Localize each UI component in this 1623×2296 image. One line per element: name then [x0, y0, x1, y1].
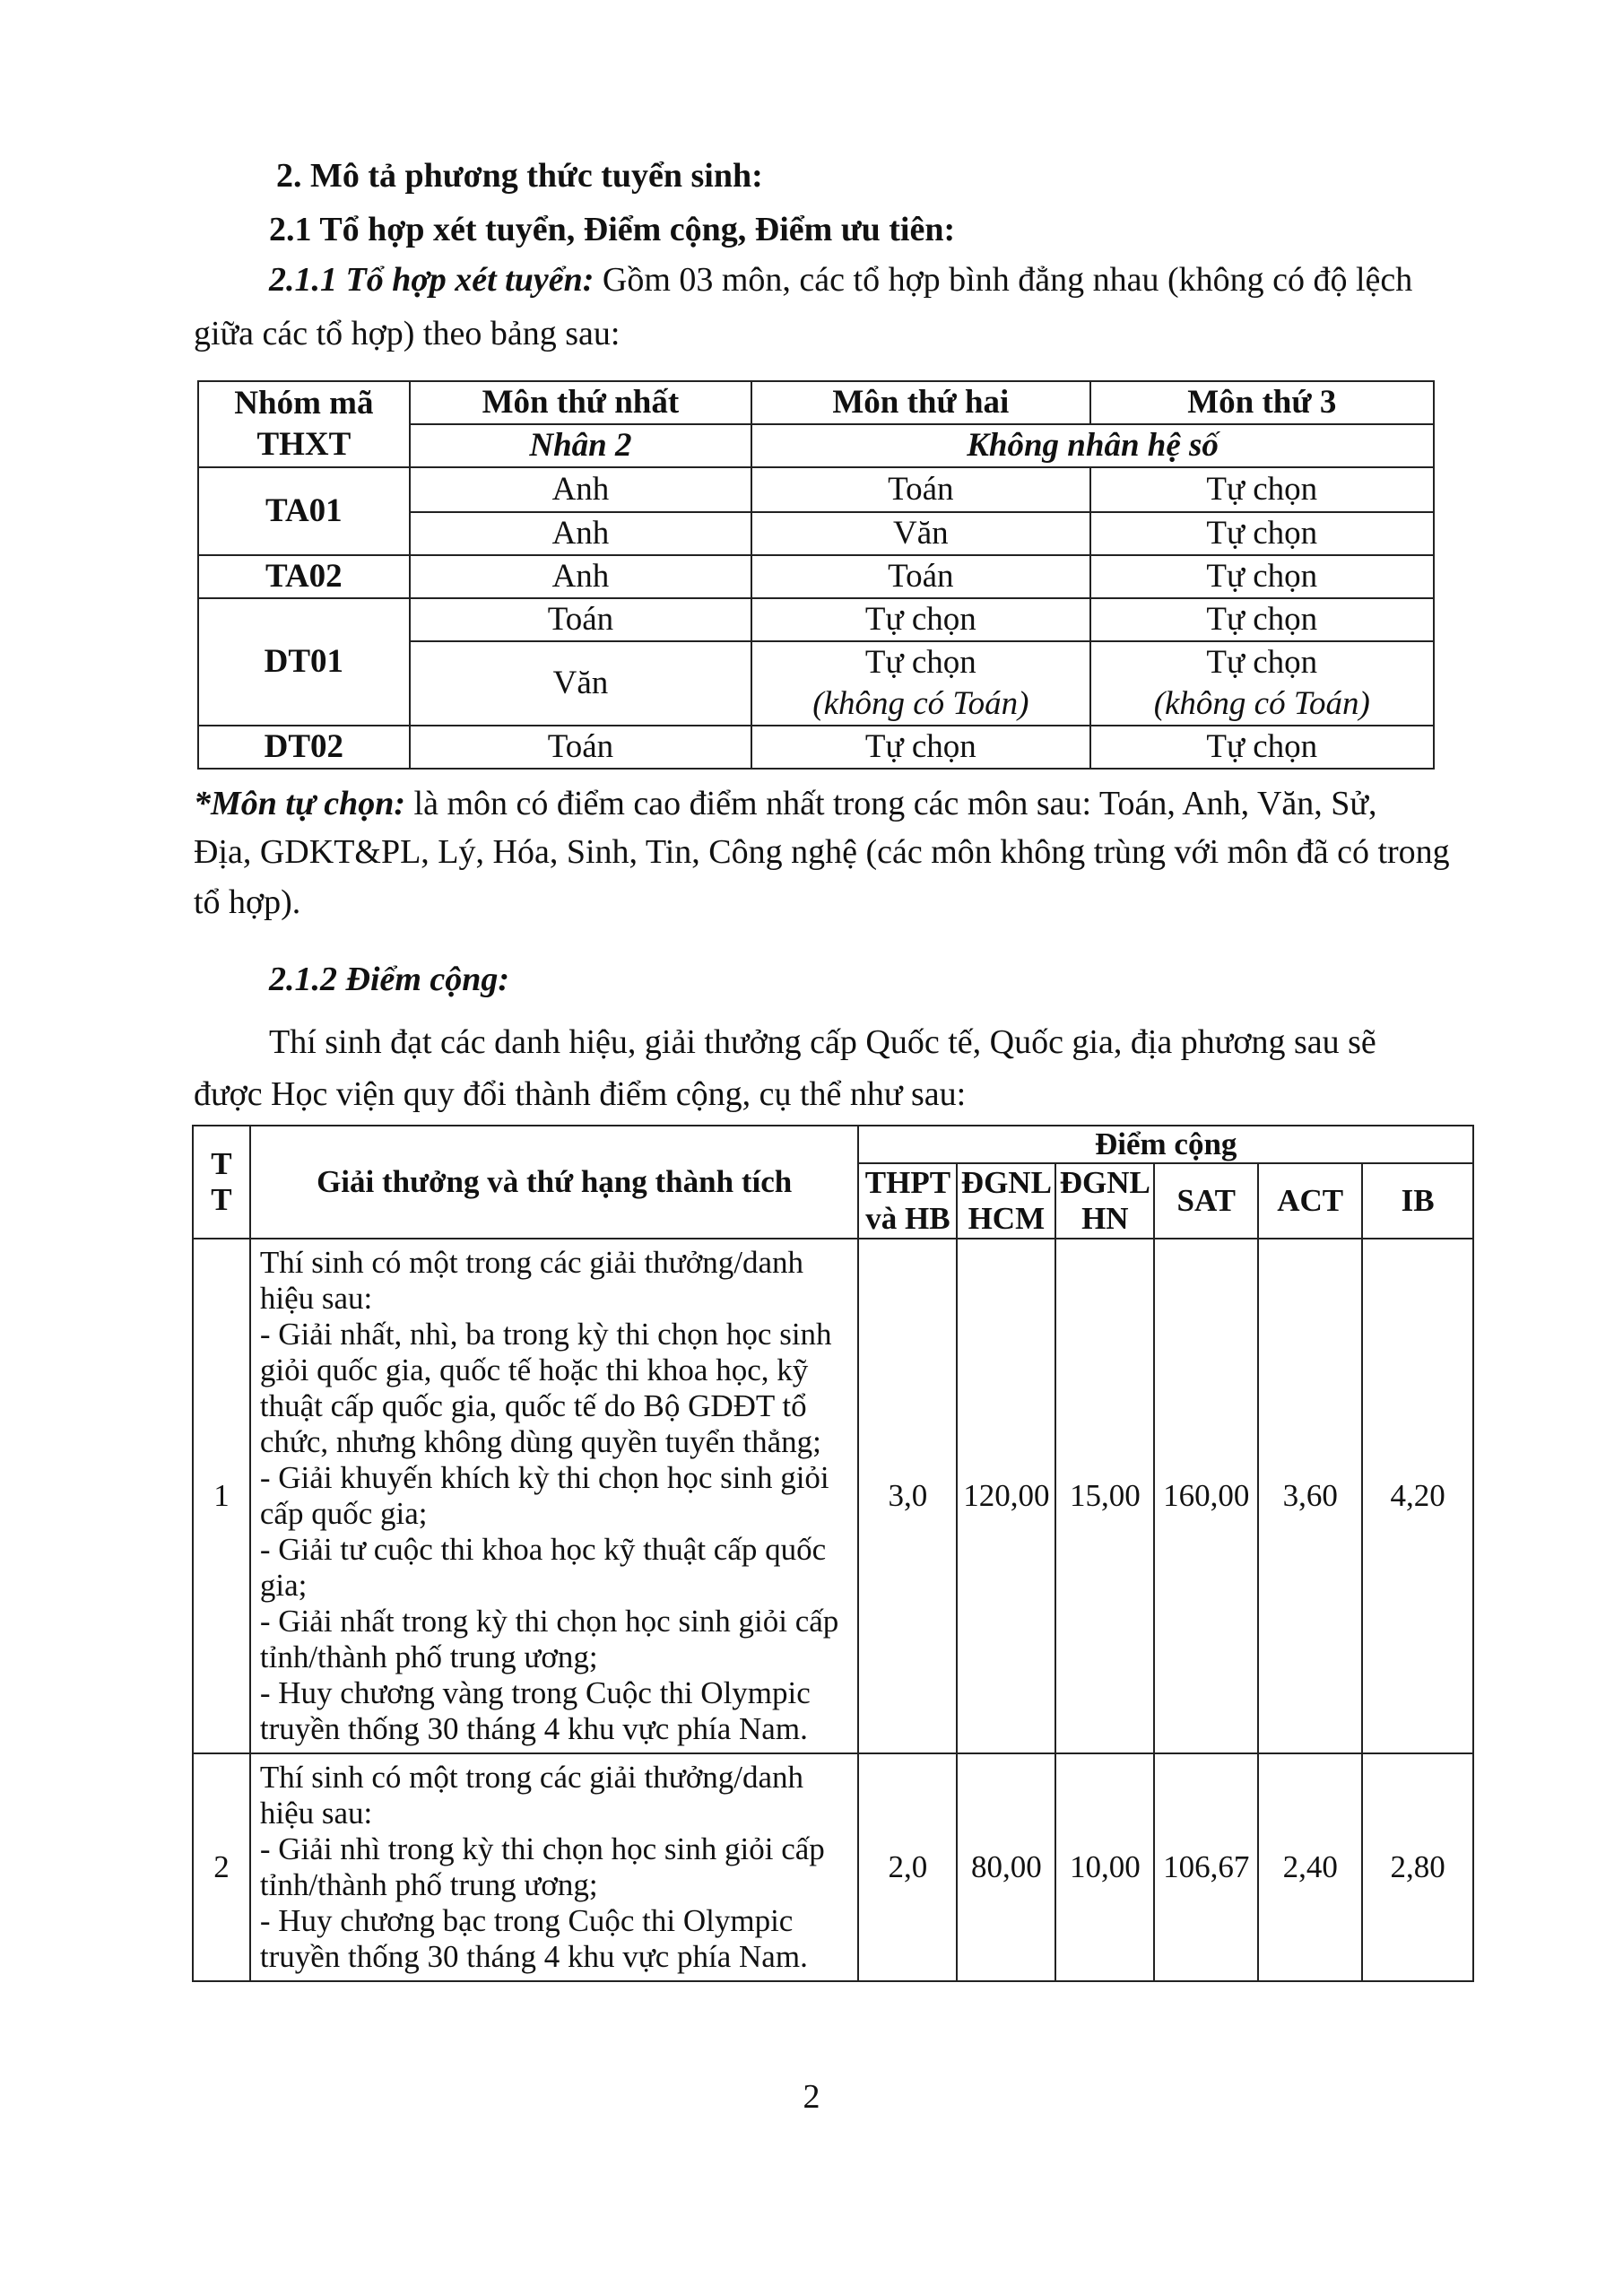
- cell: Toán: [751, 467, 1089, 512]
- table-row: [198, 555, 1434, 598]
- sub2-line1: Thí sinh đạt các danh hiệu, giải thưởng cấp Quốc tế, Quốc gia, địa phương sau sẽ: [269, 1023, 1376, 1061]
- cell-dgnl-hn: 15,00: [1055, 1239, 1154, 1753]
- header-dgnl-hn: ĐGNL HN: [1055, 1163, 1154, 1239]
- table-row: [198, 726, 1434, 769]
- group-cell: DT02: [198, 726, 410, 769]
- cell: Tự chọn: [1090, 467, 1434, 512]
- cell: Tự chọn: [751, 598, 1089, 641]
- sub2-line2: được Học viện quy đổi thành điểm cộng, cụ thể như sau:: [194, 1075, 967, 1113]
- note-line2: Địa, GDKT&PL, Lý, Hóa, Sinh, Tin, Công nghệ (các môn không trùng với môn đã có trong: [194, 833, 1450, 871]
- cell: Anh: [410, 512, 751, 555]
- award-description: Thí sinh có một trong các giải thưởng/danh hiệu sau: - Giải nhì trong kỳ thi chọn học sinh giỏi cấp tỉnh/thành phố trung ương; - Huy chương bạc trong Cuộc thi Olympic truyền thống 30 tháng 4 khu vực phía Nam.: [250, 1753, 859, 1981]
- cell: Tự chọn (không có Toán): [1090, 641, 1434, 726]
- section-heading: 2. Mô tả phương thức tuyển sinh:: [276, 157, 763, 195]
- cell-ib: 4,20: [1362, 1239, 1473, 1753]
- cell-act: 2,40: [1258, 1753, 1362, 1981]
- cell: Anh: [410, 467, 751, 512]
- group-cell: TA01: [198, 467, 410, 555]
- cell-thpt: 3,0: [858, 1239, 957, 1753]
- cell: Toán: [410, 726, 751, 769]
- header-thpt: THPT và HB: [858, 1163, 957, 1239]
- header-col2: Môn thứ hai: [751, 381, 1089, 424]
- sub1-title: 2.1.1 Tổ hợp xét tuyển:: [269, 261, 595, 299]
- sub1-text-line2: giữa các tổ hợp) theo bảng sau:: [194, 315, 621, 352]
- cell-dgnl-hcm: 80,00: [957, 1753, 1055, 1981]
- header-dgnl-hcm: ĐGNL HCM: [957, 1163, 1055, 1239]
- header-ib: IB: [1362, 1163, 1473, 1239]
- cell: Tự chọn: [1090, 598, 1434, 641]
- row-number: 1: [193, 1239, 250, 1753]
- sub-heading: 2.1 Tổ hợp xét tuyển, Điểm cộng, Điểm ưu tiên:: [269, 211, 956, 248]
- cell: Tự chọn (không có Toán): [751, 641, 1089, 726]
- header-tt: T T: [193, 1126, 250, 1239]
- cell-note: (không có Toán): [1153, 685, 1370, 722]
- sub2-title: 2.1.2 Điểm cộng:: [269, 961, 510, 998]
- note-label: *Môn tự chọn:: [194, 785, 406, 822]
- cell: Văn: [410, 641, 751, 726]
- combination-table: [197, 380, 1435, 770]
- cell-note: (không có Toán): [812, 685, 1029, 722]
- header-col1-sub: Nhân 2: [410, 424, 751, 467]
- cell: Tự chọn: [1090, 512, 1434, 555]
- header-group: Nhóm mã THXT: [198, 381, 410, 467]
- header-points: Điểm cộng: [858, 1126, 1473, 1163]
- table-row: [193, 1753, 1473, 1981]
- group-cell: DT01: [198, 598, 410, 726]
- header-award: Giải thưởng và thứ hạng thành tích: [250, 1126, 859, 1239]
- sub1-text-line1: Gồm 03 môn, các tổ hợp bình đẳng nhau (không có độ lệch: [594, 261, 1413, 299]
- award-description: Thí sinh có một trong các giải thưởng/danh hiệu sau: - Giải nhất, nhì, ba trong kỳ thi chọn học sinh giỏi quốc gia, quốc tế hoặc thi khoa học, kỹ thuật cấp quốc gia, quốc tế do Bộ GDĐT tổ chức, nhưng không dùng quyền tuyển thẳng; - Giải khuyến khích kỳ thi chọn học sinh giỏi cấp quốc gia; - Giải tư cuộc thi khoa học kỹ thuật cấp quốc gia; - Giải nhất trong kỳ thi chọn học sinh giỏi cấp tỉnh/thành phố trung ương; - Huy chương vàng trong Cuộc thi Olympic truyền thống 30 tháng 4 khu vực phía Nam.: [250, 1239, 859, 1753]
- header-sat: SAT: [1154, 1163, 1258, 1239]
- cell: Tự chọn: [1090, 555, 1434, 598]
- cell: Anh: [410, 555, 751, 598]
- header-col3: Môn thứ 3: [1090, 381, 1434, 424]
- cell-dgnl-hn: 10,00: [1055, 1753, 1154, 1981]
- row-number: 2: [193, 1753, 250, 1981]
- cell-thpt: 2,0: [858, 1753, 957, 1981]
- cell: Toán: [751, 555, 1089, 598]
- cell: Văn: [751, 512, 1089, 555]
- cell-dgnl-hcm: 120,00: [957, 1239, 1055, 1753]
- cell-ib: 2,80: [1362, 1753, 1473, 1981]
- table-row: [193, 1239, 1473, 1753]
- page-number: 2: [803, 2078, 820, 2116]
- header-col23-sub: Không nhân hệ số: [751, 424, 1434, 467]
- cell: Tự chọn: [1090, 726, 1434, 769]
- bonus-points-table: [192, 1125, 1474, 1982]
- cell: Toán: [410, 598, 751, 641]
- cell-act: 3,60: [1258, 1239, 1362, 1753]
- sub1-paragraph: [269, 255, 1453, 306]
- header-col1: Môn thứ nhất: [410, 381, 751, 424]
- note-line1: *Môn tự chọn: là môn có điểm cao điểm nhất trong các môn sau: Toán, Anh, Văn, Sử,: [194, 785, 1377, 822]
- note-line3: tổ hợp).: [194, 883, 301, 921]
- header-act: ACT: [1258, 1163, 1362, 1239]
- cell-sat: 160,00: [1154, 1239, 1258, 1753]
- table-row: [198, 467, 1434, 512]
- cell: Tự chọn: [751, 726, 1089, 769]
- table-row: [198, 598, 1434, 641]
- cell-sat: 106,67: [1154, 1753, 1258, 1981]
- group-cell: TA02: [198, 555, 410, 598]
